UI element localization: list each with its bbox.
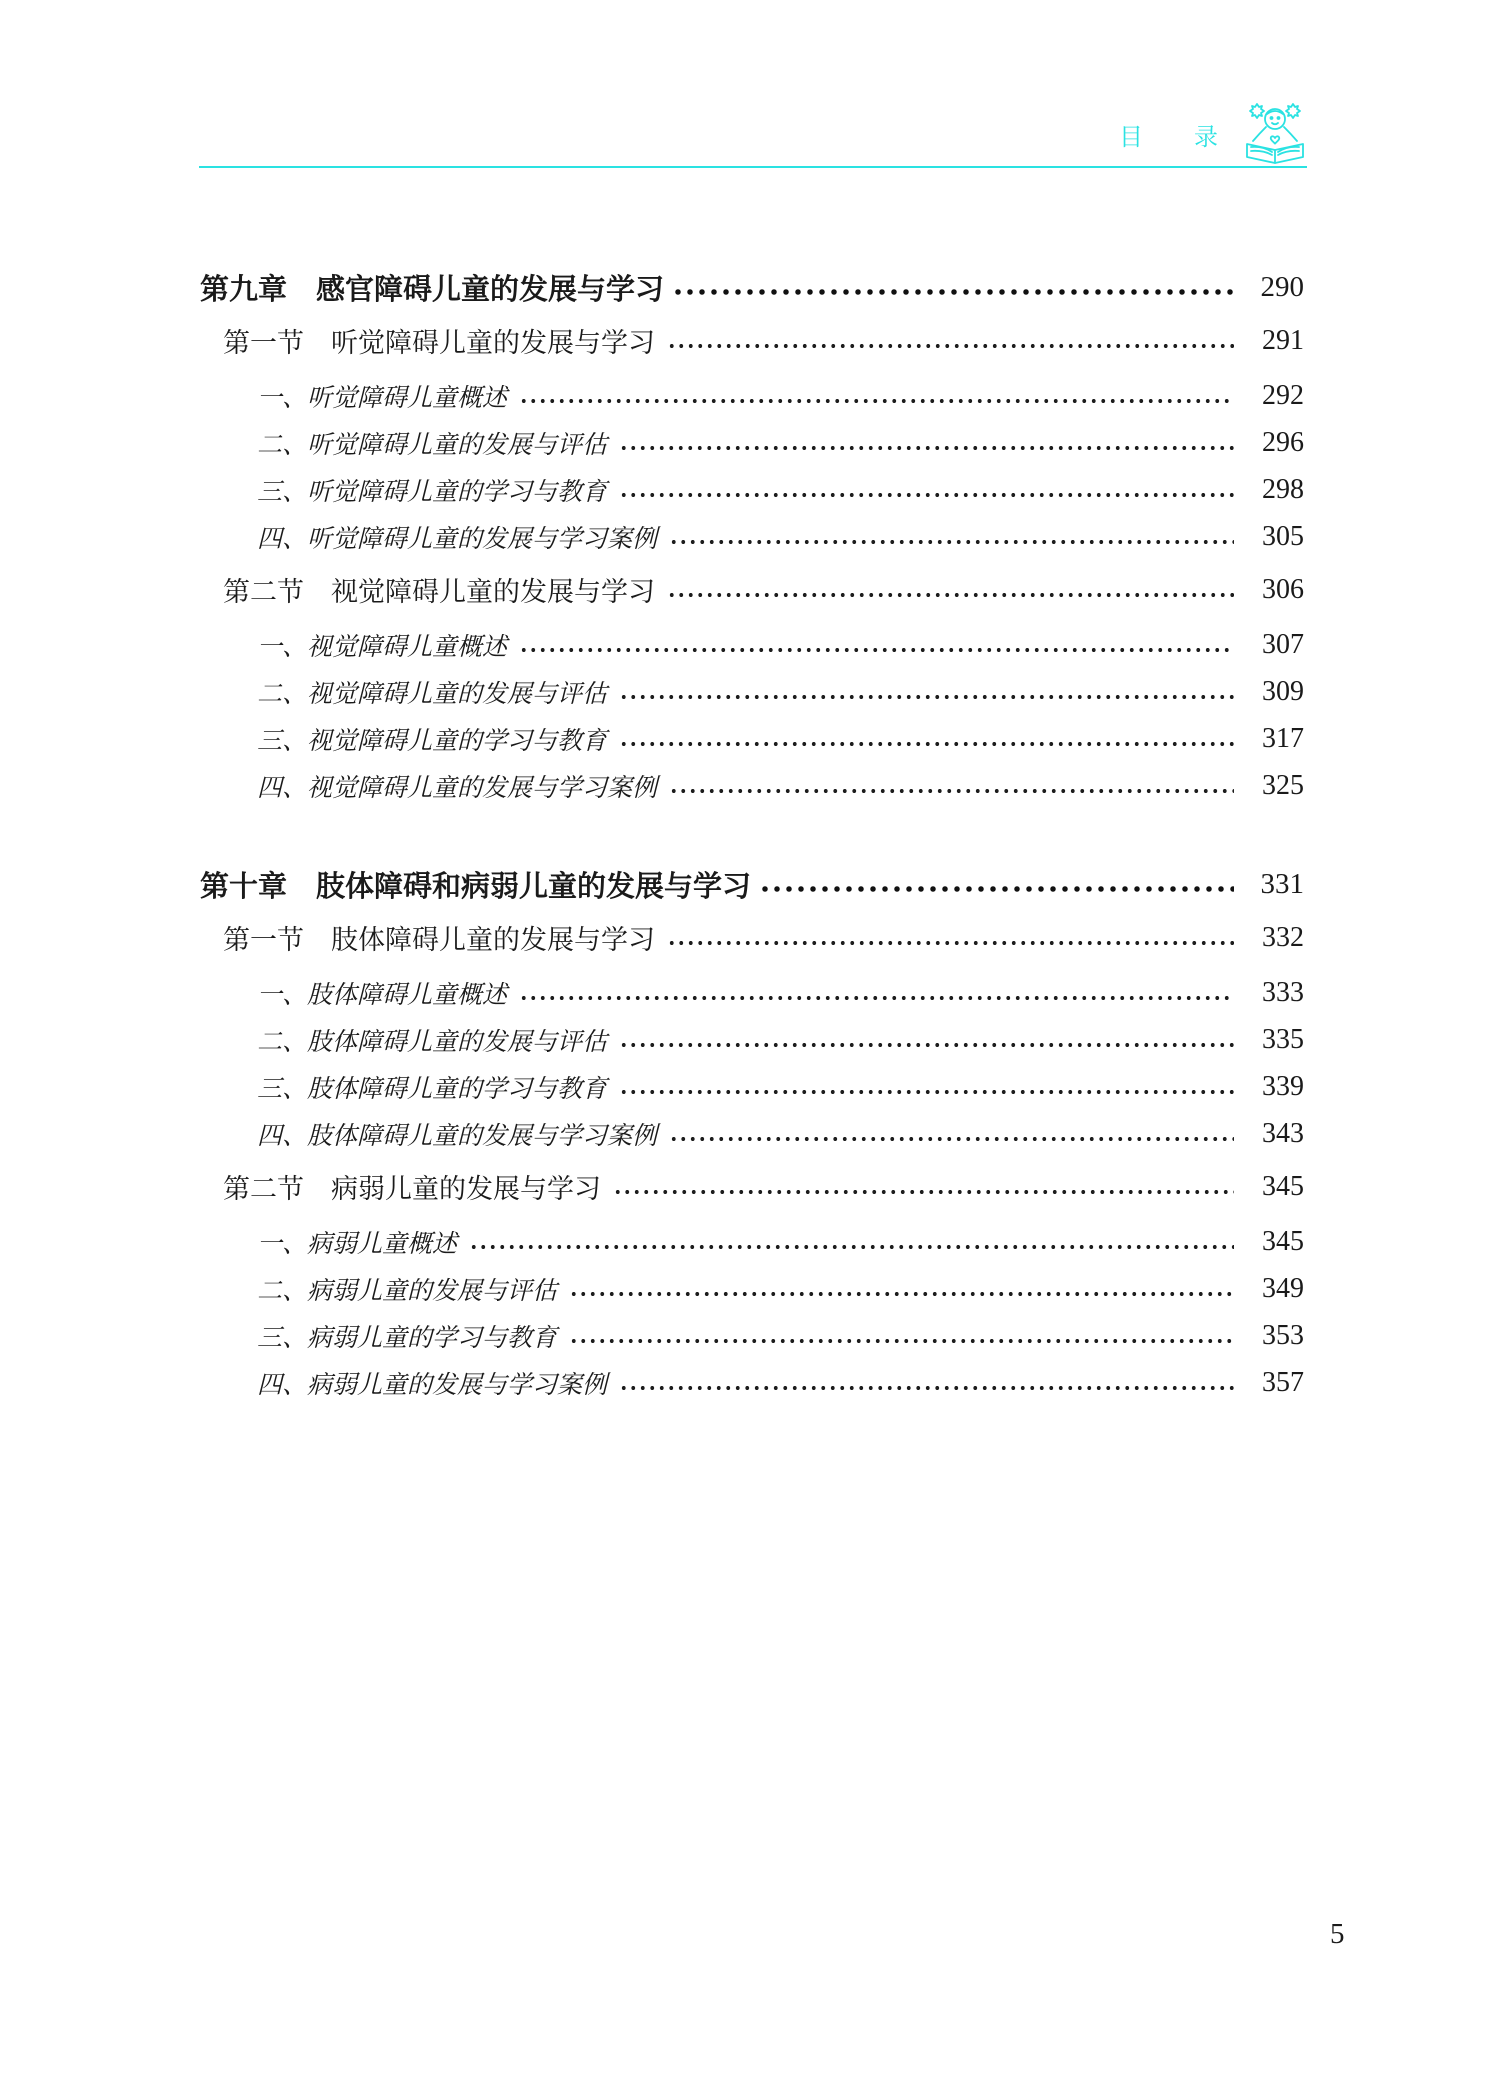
toc-entry-label: 四、视觉障碍儿童的发展与学习案例 (257, 774, 658, 802)
toc-entry-page: 306 (1262, 573, 1304, 605)
toc-entry-label: 一、病弱儿童概述 (257, 1230, 458, 1258)
toc-entry-page: 292 (1262, 379, 1304, 411)
dot-leader (669, 762, 1234, 809)
toc-entry-label: 二、肢体障碍儿童的发展与评估 (257, 1028, 608, 1056)
toc-title-char-1: 目 (1119, 124, 1144, 151)
toc-entry-page: 290 (1260, 271, 1304, 303)
toc-entry-item (257, 1063, 1304, 1110)
toc-entry-item (257, 1265, 1304, 1312)
page-header-title (1119, 126, 1219, 150)
toc-entry-item (257, 969, 1304, 1016)
toc-entry-page: 325 (1262, 769, 1304, 801)
dot-leader (759, 861, 1234, 908)
toc-entry-label: 一、肢体障碍儿童概述 (257, 981, 508, 1009)
toc-entry-page: 317 (1262, 722, 1304, 754)
toc-entry-chapter (200, 861, 1304, 908)
folio-page-number: 5 (1330, 1918, 1345, 1950)
toc-entry-page: 331 (1260, 868, 1304, 900)
toc-entry-label: 三、视觉障碍儿童的学习与教育 (257, 727, 608, 755)
toc-entry-item (257, 668, 1304, 715)
toc-entry-page: 305 (1262, 520, 1304, 552)
toc-entry-label: 二、视觉障碍儿童的发展与评估 (257, 680, 608, 708)
dot-leader (619, 715, 1234, 762)
toc-entry-label: 四、肢体障碍儿童的发展与学习案例 (257, 1122, 658, 1150)
dot-leader (619, 668, 1234, 715)
toc-entry-page: 343 (1262, 1117, 1304, 1149)
dot-leader (669, 513, 1234, 560)
toc-title-char-2: 录 (1194, 124, 1219, 151)
toc-entry-label: 一、视觉障碍儿童概述 (257, 633, 508, 661)
toc-entry-item (257, 513, 1304, 560)
dot-leader (619, 1063, 1234, 1110)
toc-entry-page: 333 (1262, 976, 1304, 1008)
toc-entry-page: 332 (1262, 921, 1304, 953)
dot-leader (519, 372, 1234, 419)
dot-leader (667, 317, 1234, 364)
toc-entry-page: 298 (1262, 473, 1304, 505)
toc-entry-section (223, 566, 1304, 613)
dot-leader (469, 1218, 1234, 1265)
toc-entry-label: 第一节 肢体障碍儿童的发展与学习 (223, 925, 655, 955)
dot-leader (519, 621, 1234, 668)
toc-entry-item (257, 1218, 1304, 1265)
toc-entry-label: 第一节 听觉障碍儿童的发展与学习 (223, 328, 655, 358)
toc-entry-item (257, 715, 1304, 762)
toc-entry-label: 二、听觉障碍儿童的发展与评估 (257, 431, 608, 459)
toc-entry-label: 四、听觉障碍儿童的发展与学习案例 (257, 525, 658, 553)
dot-leader (667, 566, 1234, 613)
toc-entry-item (257, 1016, 1304, 1063)
toc-entry-page: 353 (1262, 1319, 1304, 1351)
toc-entry-item (257, 1312, 1304, 1359)
dot-leader (619, 466, 1234, 513)
dot-leader (619, 419, 1234, 466)
toc-entry-page: 349 (1262, 1272, 1304, 1304)
dot-leader (519, 969, 1234, 1016)
dot-leader (569, 1312, 1234, 1359)
dot-leader (619, 1016, 1234, 1063)
toc-entry-page: 307 (1262, 628, 1304, 660)
toc-entry-label: 三、肢体障碍儿童的学习与教育 (257, 1075, 608, 1103)
toc-entry-page: 309 (1262, 675, 1304, 707)
dot-leader (619, 1359, 1234, 1406)
dot-leader (669, 1110, 1234, 1157)
toc-entry-item (257, 419, 1304, 466)
toc-list (200, 264, 1304, 1406)
dot-leader (569, 1265, 1234, 1312)
toc-entry-chapter (200, 264, 1304, 311)
toc-entry-page: 335 (1262, 1023, 1304, 1055)
toc-entry-section (223, 1163, 1304, 1210)
toc-entry-label: 第九章 感官障碍儿童的发展与学习 (200, 274, 665, 306)
dot-leader (672, 264, 1234, 311)
toc-entry-item (257, 466, 1304, 513)
toc-entry-page: 357 (1262, 1366, 1304, 1398)
toc-entry-page: 339 (1262, 1070, 1304, 1102)
toc-entry-section (223, 914, 1304, 961)
toc-entry-item (257, 372, 1304, 419)
toc-entry-page: 345 (1262, 1170, 1304, 1202)
toc-entry-label: 二、病弱儿童的发展与评估 (257, 1277, 558, 1305)
toc-entry-item (257, 621, 1304, 668)
toc-entry-page: 296 (1262, 426, 1304, 458)
toc-entry-label: 三、听觉障碍儿童的学习与教育 (257, 478, 608, 506)
header-rule (199, 166, 1307, 168)
toc-entry-label: 第二节 视觉障碍儿童的发展与学习 (223, 577, 655, 607)
toc-entry-label: 三、病弱儿童的学习与教育 (257, 1324, 558, 1352)
toc-entry-item (257, 762, 1304, 809)
toc-entry-item (257, 1359, 1304, 1406)
toc-entry-item (257, 1110, 1304, 1157)
toc-entry-page: 291 (1262, 324, 1304, 356)
toc-entry-page: 345 (1262, 1225, 1304, 1257)
toc-entry-section (223, 317, 1304, 364)
toc-entry-label: 第二节 病弱儿童的发展与学习 (223, 1174, 601, 1204)
toc-entry-label: 第十章 肢体障碍和病弱儿童的发展与学习 (200, 871, 752, 903)
reading-child-icon (1241, 100, 1309, 166)
toc-entry-label: 四、病弱儿童的发展与学习案例 (257, 1371, 608, 1399)
dot-leader (667, 914, 1234, 961)
toc-entry-label: 一、听觉障碍儿童概述 (257, 384, 508, 412)
dot-leader (613, 1163, 1234, 1210)
